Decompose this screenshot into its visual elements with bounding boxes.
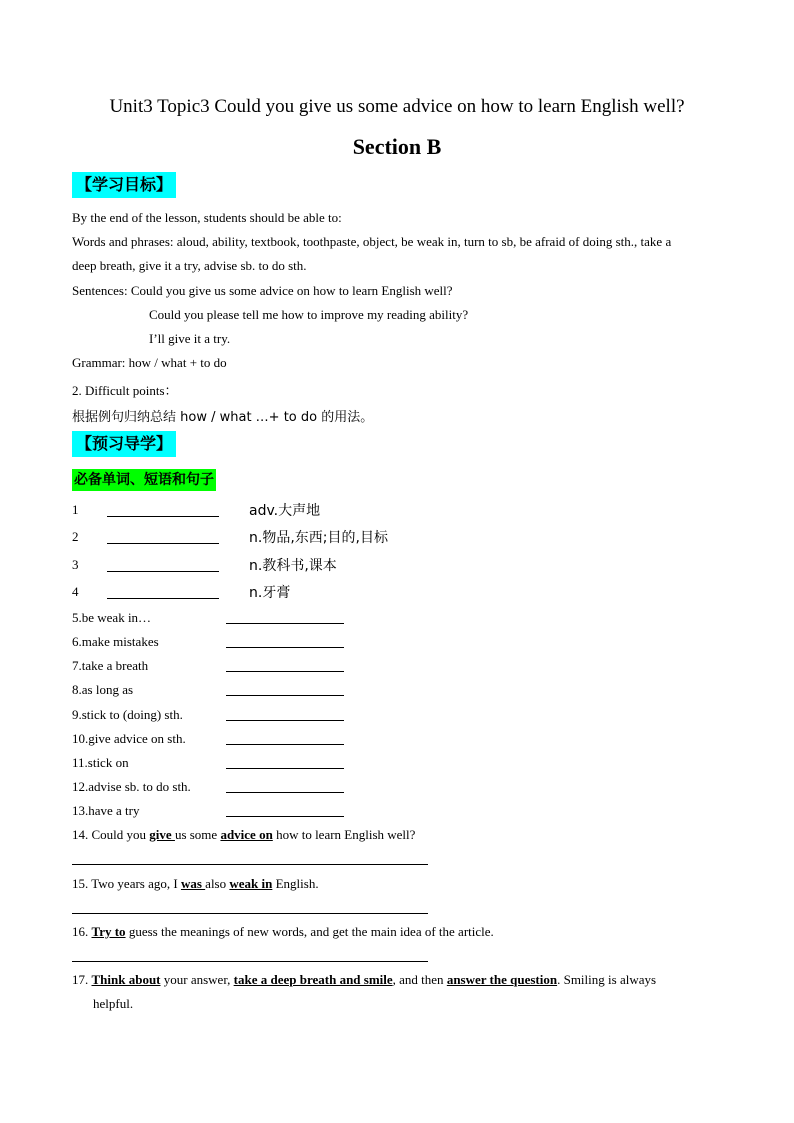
word-number: 4	[72, 584, 79, 599]
phrase-item: 8.as long as	[72, 682, 134, 697]
word-number: 3	[72, 557, 79, 572]
translation-answer-line[interactable]	[72, 949, 428, 962]
translation-answer-line[interactable]	[72, 852, 428, 865]
page-title: Unit3 Topic3 Could you give us some advice on how to learn English well?	[109, 96, 685, 117]
goals-difficult-cn: 根据例句归纳总结 how / what …+ to do 的用法。	[72, 410, 374, 425]
vocab-tag: 必备单词、短语和句子	[72, 469, 216, 491]
goals-sentence-2: Could you please tell me how to improve my reading ability?	[149, 307, 469, 322]
preview-tag: 【预习导学】	[72, 431, 176, 457]
phrase-answer-blank[interactable]	[226, 681, 344, 696]
goals-sentences: Sentences: Could you give us some advice on how to learn English well?	[72, 283, 453, 298]
phrase-answer-blank[interactable]	[226, 730, 344, 745]
phrase-item: 6.make mistakes	[72, 634, 159, 649]
phrase-answer-blank[interactable]	[226, 754, 344, 769]
phrase-answer-blank[interactable]	[226, 633, 344, 648]
phrase-answer-blank[interactable]	[226, 706, 344, 721]
word-answer-blank[interactable]	[107, 584, 219, 599]
key-word: weak in	[229, 876, 273, 891]
goals-words-line2: deep breath, give it a try, advise sb. to do sth.	[72, 258, 307, 273]
word-answer-blank[interactable]	[107, 502, 219, 517]
sentence-17-continued: helpful.	[93, 996, 134, 1011]
word-meaning: adv.大声地	[249, 503, 321, 519]
key-word: answer the question	[446, 972, 558, 987]
phrase-item: 9.stick to (doing) sth.	[72, 707, 183, 722]
sentence-16: 16. Try to guess the meanings of new words, and get the main idea of the article.	[72, 924, 494, 939]
goals-tag: 【学习目标】	[72, 172, 176, 198]
key-word: Try to	[91, 924, 126, 939]
goals-sentence-3: I’ll give it a try.	[149, 331, 231, 346]
goals-difficult: 2. Difficult points：	[72, 383, 178, 398]
phrase-answer-blank[interactable]	[226, 657, 344, 672]
sentence-14: 14. Could you give us some advice on how to learn English well?	[72, 827, 416, 842]
phrase-item: 5.be weak in…	[72, 610, 152, 625]
sentence-17: 17. Think about your answer, take a deep breath and smile, and then answer the question. Smiling is always	[72, 972, 657, 987]
phrase-answer-blank[interactable]	[226, 609, 344, 624]
goals-intro: By the end of the lesson, students should be able to:	[72, 210, 342, 225]
word-number: 2	[72, 529, 79, 544]
key-word: give	[149, 827, 175, 842]
phrase-answer-blank[interactable]	[226, 778, 344, 793]
goals-grammar: Grammar: how / what + to do	[72, 355, 227, 370]
word-answer-blank[interactable]	[107, 557, 219, 572]
phrase-item: 10.give advice on sth.	[72, 731, 186, 746]
word-meaning: n.物品,东西;目的,目标	[249, 530, 388, 546]
key-word: Think about	[91, 972, 161, 987]
phrase-item: 7.take a breath	[72, 658, 149, 673]
phrase-item: 11.stick on	[72, 755, 129, 770]
goals-words-line1: Words and phrases: aloud, ability, textbook, toothpaste, object, be weak in, turn to sb, be afraid of doing sth., take a	[72, 234, 672, 249]
word-number: 1	[72, 502, 79, 517]
phrase-answer-blank[interactable]	[226, 802, 344, 817]
word-answer-blank[interactable]	[107, 529, 219, 544]
phrase-item: 12.advise sb. to do sth.	[72, 779, 191, 794]
translation-answer-line[interactable]	[72, 901, 428, 914]
word-meaning: n.牙膏	[249, 585, 291, 601]
phrase-item: 13.have a try	[72, 803, 140, 818]
section-heading: Section B	[352, 134, 442, 159]
sentence-15: 15. Two years ago, I was also weak in English.	[72, 876, 319, 891]
word-meaning: n.教科书,课本	[249, 558, 337, 574]
key-word: take a deep breath and smile	[233, 972, 393, 987]
key-word: advice on	[220, 827, 273, 842]
key-word: was	[180, 876, 206, 891]
